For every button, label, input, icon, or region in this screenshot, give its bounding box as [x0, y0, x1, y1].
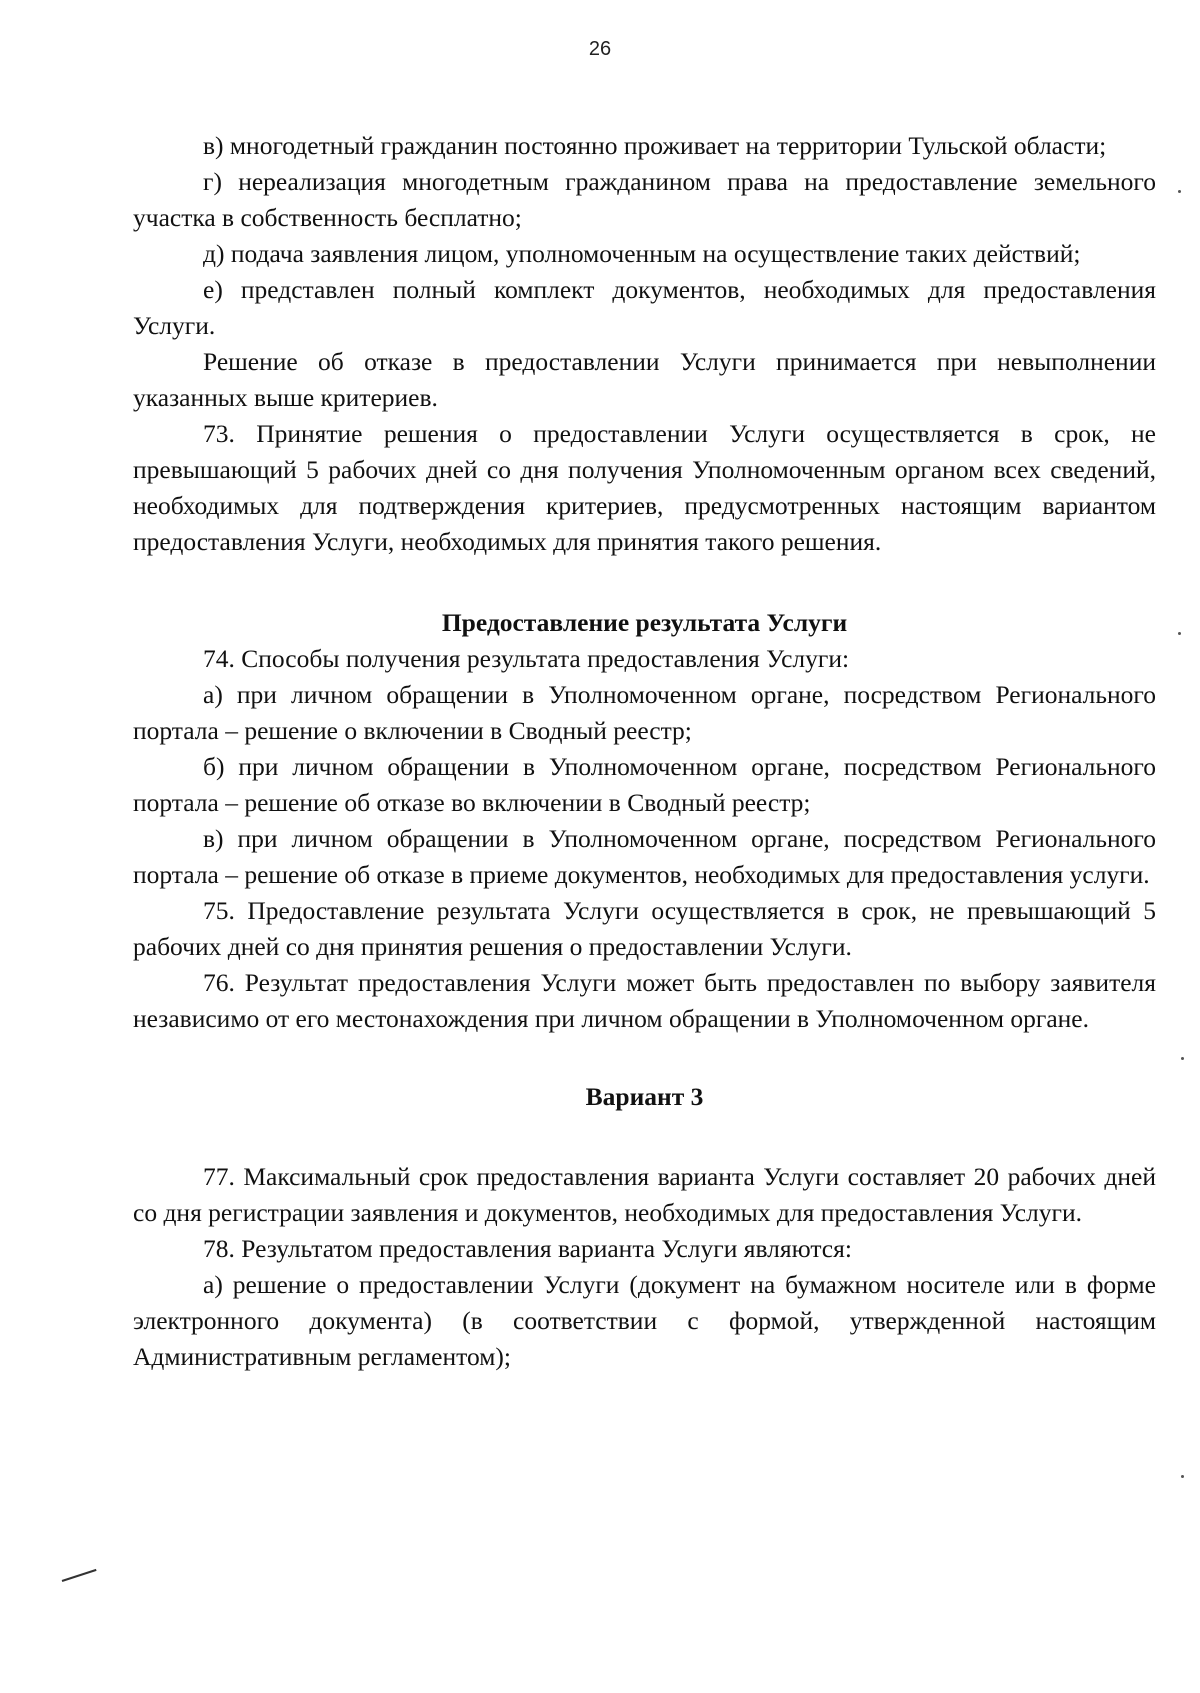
paragraph-74-a: а) при личном обращении в Уполномоченном органе, посредством Регионального портала – решение о включении в Сводный реестр;	[133, 680, 1156, 745]
paragraph-74: 74. Способы получения результата предоставления Услуги:	[203, 644, 850, 673]
scan-speck	[1181, 1057, 1184, 1060]
paragraph-criterion-d: д) подача заявления лицом, уполномоченным на осуществление таких действий;	[203, 239, 1081, 268]
paragraph-76: 76. Результат предоставления Услуги может быть предоставлен по выбору заявителя независимо от его местонахождения при личном обращении в Уполномоченном органе.	[133, 968, 1156, 1033]
scan-speck	[1181, 1475, 1184, 1478]
scan-speck	[1178, 632, 1181, 635]
variant-heading: Вариант 3	[585, 1082, 704, 1111]
page-number: 26	[588, 38, 612, 60]
paragraph-78-a: а) решение о предоставлении Услуги (документ на бумажном носителе или в форме электронного документа) (в соответствии с формой, утвержденной настоящим Административным регламентом);	[133, 1270, 1156, 1371]
paragraph-criterion-g: г) нереализация многодетным гражданином права на предоставление земельного участка в собственность бесплатно;	[133, 167, 1156, 232]
paragraph-criterion-v: в) многодетный гражданин постоянно проживает на территории Тульской области;	[203, 131, 1107, 160]
section-heading-result: Предоставление результата Услуги	[441, 608, 848, 637]
document-body	[133, 128, 1156, 1375]
paragraph-refusal-decision: Решение об отказе в предоставлении Услуги принимается при невыполнении указанных выше критериев.	[133, 347, 1156, 412]
paragraph-77: 77. Максимальный срок предоставления варианта Услуги составляет 20 рабочих дней со дня регистрации заявления и документов, необходимых для предоставления Услуги.	[133, 1162, 1156, 1227]
paragraph-75: 75. Предоставление результата Услуги осуществляется в срок, не превышающий 5 рабочих дней со дня принятия решения о предоставлении Услуги.	[133, 896, 1156, 961]
paragraph-73: 73. Принятие решения о предоставлении Услуги осуществляется в срок, не превышающий 5 рабочих дней со дня получения Уполномоченным органом всех сведений, необходимых для подтверждения критериев, предусмотренных настоящим вариантом предоставления Услуги, необходимых для принятия такого решения.	[133, 419, 1156, 556]
paragraph-74-v: в) при личном обращении в Уполномоченном органе, посредством Регионального портала – решение об отказе в приеме документов, необходимых для предоставления услуги.	[133, 824, 1156, 889]
paragraph-78: 78. Результатом предоставления варианта Услуги являются:	[203, 1234, 852, 1263]
paragraph-74-b: б) при личном обращении в Уполномоченном органе, посредством Регионального портала – решение об отказе во включении в Сводный реестр;	[133, 752, 1156, 817]
scan-stroke	[62, 1569, 97, 1582]
paragraph-criterion-e: е) представлен полный комплект документов, необходимых для предоставления Услуги.	[133, 275, 1156, 340]
scan-speck	[1178, 190, 1181, 193]
